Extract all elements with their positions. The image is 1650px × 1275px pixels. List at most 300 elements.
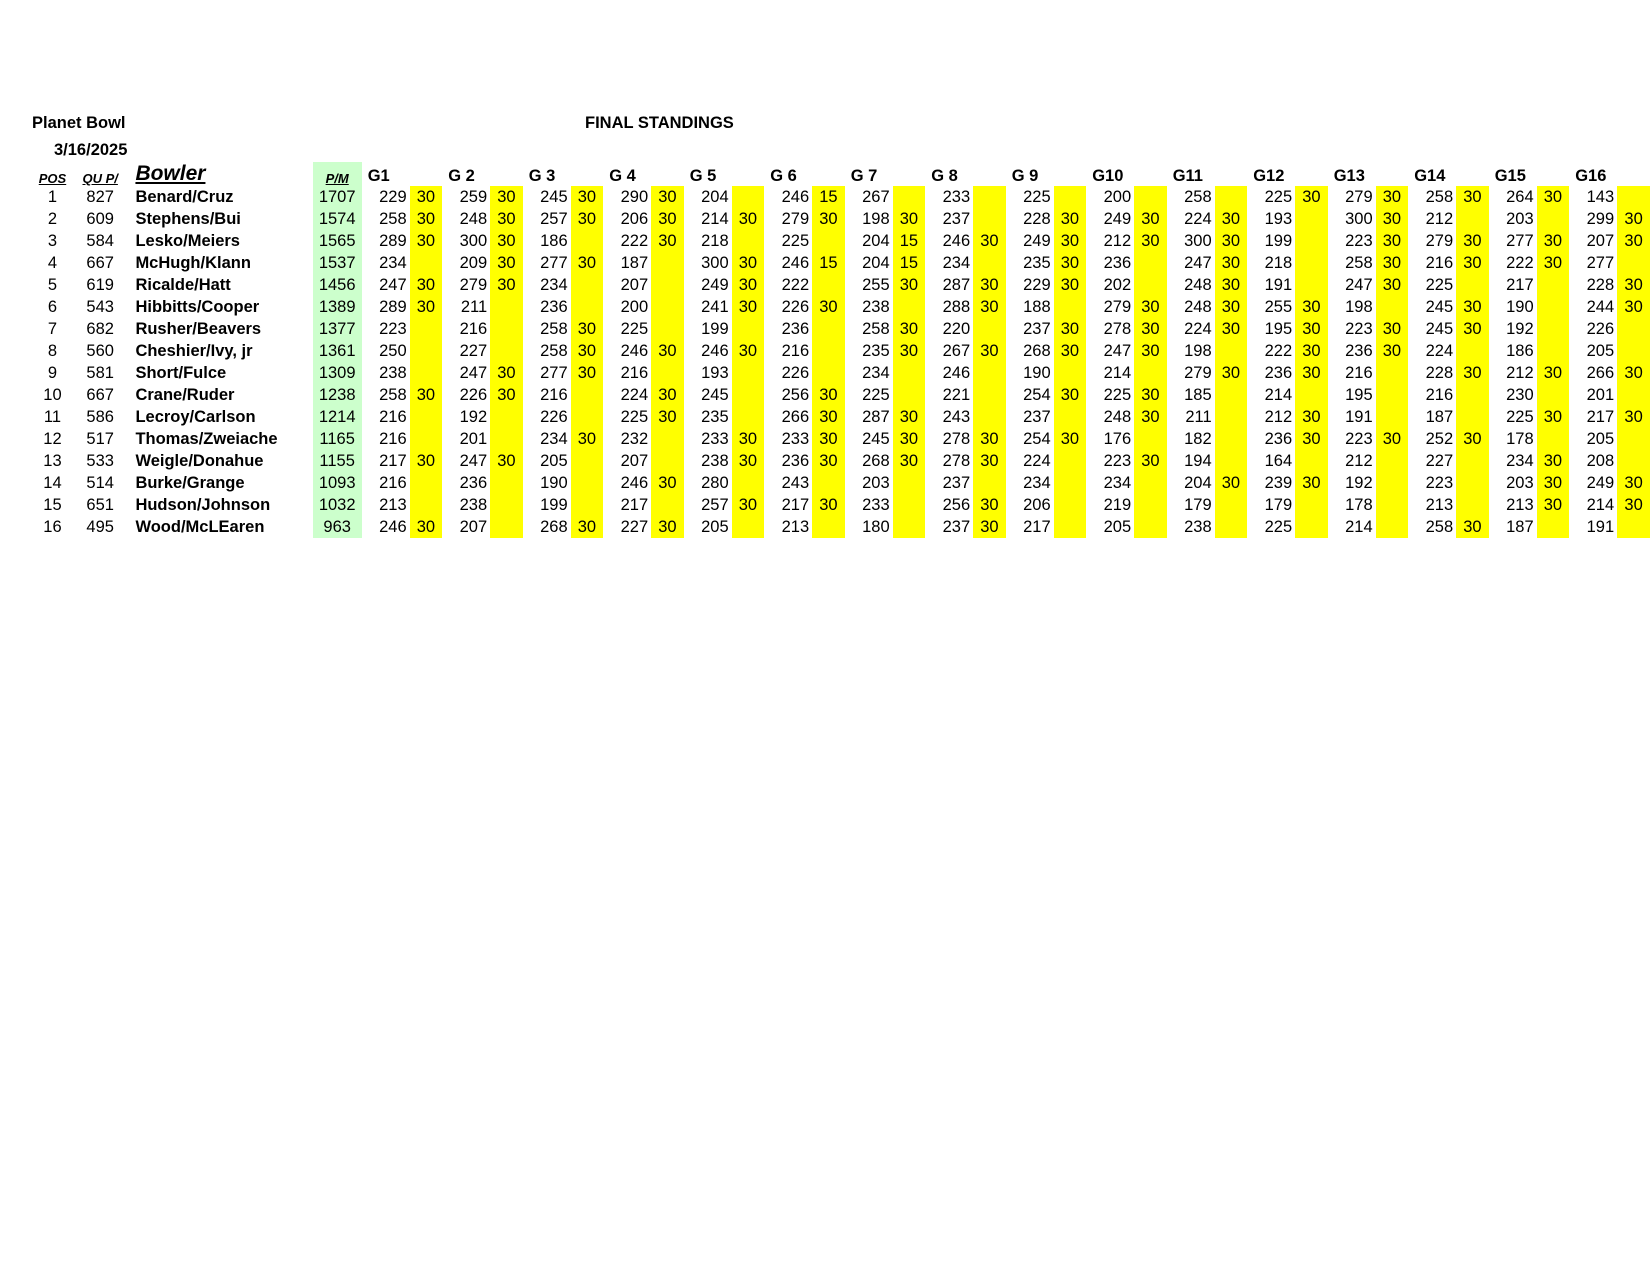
game-score-cell: 226 bbox=[540, 407, 568, 426]
bonus-cell: 30 bbox=[973, 296, 1006, 318]
pm-cell: 1377 bbox=[313, 318, 362, 340]
game-score-cell: 214 bbox=[1345, 517, 1373, 536]
bonus-cell bbox=[1617, 428, 1650, 450]
bonus-cell: 30 bbox=[812, 450, 845, 472]
bonus-cell bbox=[1537, 318, 1570, 340]
game-score-cell: 227 bbox=[620, 517, 649, 536]
bonus-cell bbox=[973, 252, 1006, 274]
game-score-cell: 277 bbox=[1506, 231, 1534, 250]
bowler-name-cell: Crane/Ruder bbox=[135, 385, 235, 404]
bonus-cell bbox=[410, 340, 443, 362]
bonus-cell bbox=[1617, 186, 1650, 208]
table-row bbox=[32, 340, 1650, 362]
bonus-cell: 30 bbox=[893, 274, 926, 296]
game-score-cell: 191 bbox=[1345, 407, 1373, 426]
game-score-cell: 211 bbox=[1185, 407, 1212, 426]
bonus-cell: 30 bbox=[732, 450, 765, 472]
game-score-cell: 257 bbox=[701, 495, 729, 514]
bonus-cell: 15 bbox=[812, 186, 845, 208]
bonus-cell bbox=[1456, 208, 1489, 230]
game-score-cell: 185 bbox=[1184, 385, 1212, 404]
game-score-cell: 287 bbox=[862, 407, 890, 426]
game-score-cell: 225 bbox=[1506, 407, 1534, 426]
game-score-cell: 204 bbox=[862, 231, 890, 250]
game-score-cell: 179 bbox=[1184, 495, 1212, 514]
bonus-cell: 30 bbox=[812, 384, 845, 406]
bonus-cell: 30 bbox=[1134, 318, 1167, 340]
game-score-cell: 289 bbox=[379, 297, 407, 316]
bonus-cell: 30 bbox=[893, 428, 926, 450]
spacer bbox=[305, 362, 312, 384]
game-score-cell: 202 bbox=[1103, 275, 1132, 294]
bonus-cell: 30 bbox=[1215, 230, 1248, 252]
position-cell: 4 bbox=[47, 253, 58, 272]
game-score-cell: 203 bbox=[1506, 473, 1534, 492]
bonus-cell bbox=[1215, 494, 1248, 516]
game-score-cell: 214 bbox=[1103, 363, 1132, 382]
bonus-cell bbox=[571, 472, 604, 494]
bonus-cell bbox=[1376, 296, 1409, 318]
bonus-cell: 30 bbox=[1134, 384, 1167, 406]
bonus-cell bbox=[1617, 252, 1650, 274]
bowler-name-cell: Weigle/Donahue bbox=[135, 451, 264, 470]
game-score-cell: 187 bbox=[1425, 407, 1454, 426]
bonus-cell: 15 bbox=[893, 230, 926, 252]
bonus-cell bbox=[1295, 274, 1328, 296]
game-score-cell: 180 bbox=[862, 517, 890, 536]
game-score-cell: 287 bbox=[942, 275, 971, 294]
qualifying-cell: 667 bbox=[86, 385, 114, 404]
game-score-cell: 205 bbox=[701, 517, 729, 536]
bonus-cell: 30 bbox=[1456, 428, 1489, 450]
bonus-cell: 30 bbox=[410, 230, 443, 252]
qualifying-cell: 533 bbox=[86, 451, 114, 470]
game-score-cell: 236 bbox=[540, 297, 568, 316]
bonus-cell: 30 bbox=[732, 340, 765, 362]
bonus-cell: 30 bbox=[1054, 318, 1087, 340]
game-score-cell: 143 bbox=[1586, 187, 1615, 206]
game-score-cell: 247 bbox=[1103, 341, 1132, 360]
bonus-cell bbox=[1215, 428, 1248, 450]
game-score-cell: 195 bbox=[1345, 385, 1373, 404]
pm-cell: 1537 bbox=[313, 252, 362, 274]
bonus-cell: 30 bbox=[893, 406, 926, 428]
game-score-cell: 199 bbox=[540, 495, 568, 514]
bonus-cell bbox=[732, 318, 765, 340]
game-score-cell: 212 bbox=[1425, 209, 1454, 228]
bonus-cell bbox=[651, 362, 684, 384]
game-score-cell: 241 bbox=[701, 297, 729, 316]
game-score-cell: 279 bbox=[1103, 297, 1132, 316]
game-score-cell: 193 bbox=[1264, 209, 1293, 228]
bonus-cell: 30 bbox=[410, 274, 443, 296]
bonus-cell bbox=[1295, 516, 1328, 538]
qualifying-cell: 560 bbox=[86, 341, 114, 360]
game-score-cell: 277 bbox=[540, 363, 568, 382]
game-score-cell: 237 bbox=[1023, 407, 1051, 426]
game-score-cell: 235 bbox=[701, 407, 729, 426]
game-score-cell: 224 bbox=[1184, 209, 1212, 228]
game-score-cell: 234 bbox=[1506, 451, 1534, 470]
game-score-cell: 237 bbox=[942, 209, 971, 228]
bonus-cell bbox=[893, 384, 926, 406]
bonus-cell bbox=[1215, 450, 1248, 472]
bonus-cell bbox=[893, 362, 926, 384]
game-score-cell: 236 bbox=[1345, 341, 1373, 360]
spacer bbox=[305, 472, 312, 494]
game-score-cell: 267 bbox=[862, 187, 890, 206]
venue-name: Planet Bowl bbox=[32, 114, 126, 132]
bonus-cell bbox=[490, 340, 523, 362]
pm-cell: 1165 bbox=[313, 428, 362, 450]
position-cell: 6 bbox=[47, 297, 58, 316]
spacer bbox=[305, 296, 312, 318]
bonus-cell: 30 bbox=[1134, 340, 1167, 362]
game-score-cell: 225 bbox=[1264, 187, 1293, 206]
game-score-cell: 193 bbox=[701, 363, 729, 382]
game-score-cell: 250 bbox=[379, 341, 407, 360]
bonus-cell bbox=[1054, 450, 1087, 472]
game-score-cell: 279 bbox=[781, 209, 810, 228]
spacer bbox=[305, 162, 312, 186]
game-score-cell: 208 bbox=[1586, 451, 1615, 470]
position-cell: 1 bbox=[47, 187, 58, 206]
game-score-cell: 187 bbox=[620, 253, 649, 272]
game-score-cell: 204 bbox=[701, 187, 729, 206]
game-score-cell: 249 bbox=[1586, 473, 1615, 492]
bonus-cell bbox=[1617, 384, 1650, 406]
bonus-cell bbox=[893, 472, 926, 494]
game-score-cell: 228 bbox=[1023, 209, 1051, 228]
pm-cell: 1238 bbox=[313, 384, 362, 406]
game-score-cell: 279 bbox=[1184, 363, 1212, 382]
qualifying-cell: 581 bbox=[86, 363, 114, 382]
bonus-cell: 30 bbox=[1537, 252, 1570, 274]
game-score-cell: 248 bbox=[1184, 275, 1212, 294]
position-cell: 7 bbox=[47, 319, 58, 338]
game-score-cell: 280 bbox=[701, 473, 729, 492]
bonus-cell bbox=[1456, 340, 1489, 362]
game-score-cell: 277 bbox=[1586, 253, 1615, 272]
bonus-cell: 30 bbox=[732, 494, 765, 516]
bonus-cell bbox=[1054, 494, 1087, 516]
bonus-cell bbox=[410, 472, 443, 494]
bonus-cell bbox=[973, 208, 1006, 230]
pm-cell: 1032 bbox=[313, 494, 362, 516]
bonus-cell bbox=[1537, 516, 1570, 538]
position-cell: 10 bbox=[43, 385, 62, 404]
game-score-cell: 248 bbox=[1103, 407, 1132, 426]
game-score-cell: 234 bbox=[540, 429, 568, 448]
bonus-cell bbox=[1456, 450, 1489, 472]
bonus-cell bbox=[410, 318, 443, 340]
bonus-cell bbox=[812, 472, 845, 494]
game-score-cell: 268 bbox=[540, 517, 568, 536]
game-header: G 3 bbox=[528, 167, 556, 185]
game-score-cell: 245 bbox=[701, 385, 729, 404]
bonus-cell: 30 bbox=[1537, 450, 1570, 472]
game-score-cell: 268 bbox=[862, 451, 890, 470]
bonus-cell: 30 bbox=[490, 450, 523, 472]
game-score-cell: 236 bbox=[459, 473, 488, 492]
bonus-cell: 30 bbox=[1537, 472, 1570, 494]
pm-cell: 1155 bbox=[313, 450, 362, 472]
game-score-cell: 216 bbox=[620, 363, 649, 382]
bonus-cell bbox=[1134, 516, 1167, 538]
game-score-cell: 239 bbox=[1264, 473, 1293, 492]
bonus-cell bbox=[893, 494, 926, 516]
bonus-cell: 30 bbox=[410, 516, 443, 538]
game-score-cell: 232 bbox=[620, 429, 649, 448]
game-score-cell: 220 bbox=[942, 319, 971, 338]
bonus-cell: 30 bbox=[651, 406, 684, 428]
game-score-cell: 223 bbox=[379, 319, 407, 338]
bonus-cell: 30 bbox=[1134, 450, 1167, 472]
position-cell: 13 bbox=[43, 451, 62, 470]
bonus-cell bbox=[1134, 252, 1167, 274]
game-score-cell: 247 bbox=[379, 275, 407, 294]
game-score-cell: 212 bbox=[1264, 407, 1293, 426]
game-score-cell: 216 bbox=[1425, 385, 1454, 404]
bonus-cell bbox=[973, 186, 1006, 208]
qualifying-cell: 651 bbox=[86, 495, 114, 514]
game-score-cell: 207 bbox=[620, 451, 649, 470]
game-score-cell: 179 bbox=[1264, 495, 1293, 514]
bonus-cell bbox=[1617, 450, 1650, 472]
game-header: G 8 bbox=[931, 167, 958, 185]
game-score-cell: 205 bbox=[1586, 341, 1615, 360]
bonus-cell bbox=[732, 362, 765, 384]
bonus-cell: 30 bbox=[812, 296, 845, 318]
bonus-cell: 30 bbox=[1617, 406, 1650, 428]
bonus-cell bbox=[490, 318, 523, 340]
bonus-cell: 30 bbox=[732, 296, 765, 318]
bonus-cell: 30 bbox=[1376, 340, 1409, 362]
bonus-cell bbox=[1456, 494, 1489, 516]
bonus-cell: 30 bbox=[1376, 318, 1409, 340]
game-score-cell: 228 bbox=[1586, 275, 1615, 294]
bowler-name-cell: Ricalde/Hatt bbox=[135, 275, 231, 294]
game-score-cell: 288 bbox=[942, 297, 971, 316]
game-score-cell: 258 bbox=[379, 385, 407, 404]
game-score-cell: 258 bbox=[540, 319, 568, 338]
bonus-cell: 30 bbox=[490, 274, 523, 296]
game-score-cell: 225 bbox=[1023, 187, 1051, 206]
bonus-cell: 30 bbox=[1456, 230, 1489, 252]
game-score-cell: 236 bbox=[1264, 429, 1293, 448]
game-score-cell: 234 bbox=[942, 253, 971, 272]
header-row bbox=[32, 162, 1650, 186]
bonus-cell bbox=[1295, 230, 1328, 252]
bonus-cell: 30 bbox=[571, 252, 604, 274]
bonus-cell: 30 bbox=[1054, 208, 1087, 230]
bonus-cell: 30 bbox=[1215, 472, 1248, 494]
game-score-cell: 205 bbox=[1103, 517, 1132, 536]
game-score-cell: 217 bbox=[1586, 407, 1615, 426]
bonus-cell bbox=[490, 472, 523, 494]
bonus-cell: 30 bbox=[973, 274, 1006, 296]
bonus-cell: 30 bbox=[1054, 340, 1087, 362]
game-score-cell: 223 bbox=[1345, 231, 1373, 250]
game-score-cell: 216 bbox=[1425, 253, 1454, 272]
position-cell: 8 bbox=[47, 341, 58, 360]
game-score-cell: 279 bbox=[1425, 231, 1454, 250]
bonus-cell bbox=[1134, 274, 1167, 296]
bonus-cell: 30 bbox=[1295, 406, 1328, 428]
table-row bbox=[32, 186, 1650, 208]
bonus-cell: 30 bbox=[1295, 362, 1328, 384]
bonus-cell bbox=[1054, 516, 1087, 538]
bonus-cell: 30 bbox=[1376, 208, 1409, 230]
bonus-cell bbox=[973, 472, 1006, 494]
game-score-cell: 190 bbox=[540, 473, 568, 492]
bonus-cell: 30 bbox=[893, 208, 926, 230]
bonus-cell bbox=[571, 406, 604, 428]
bonus-cell: 30 bbox=[1295, 340, 1328, 362]
bonus-cell: 30 bbox=[490, 252, 523, 274]
game-score-cell: 225 bbox=[1425, 275, 1454, 294]
bonus-cell bbox=[1215, 516, 1248, 538]
qualifying-cell: 619 bbox=[86, 275, 114, 294]
bonus-cell bbox=[490, 428, 523, 450]
game-score-cell: 236 bbox=[781, 451, 810, 470]
game-score-cell: 278 bbox=[942, 451, 971, 470]
game-score-cell: 258 bbox=[379, 209, 407, 228]
bowler-header: Bowler bbox=[135, 162, 206, 185]
table-row bbox=[32, 428, 1650, 450]
game-score-cell: 218 bbox=[701, 231, 729, 250]
bonus-cell: 30 bbox=[893, 340, 926, 362]
game-score-cell: 225 bbox=[620, 407, 649, 426]
bonus-cell: 30 bbox=[1617, 362, 1650, 384]
bonus-cell bbox=[1376, 406, 1409, 428]
bowler-name-cell: Lesko/Meiers bbox=[135, 231, 240, 250]
spacer bbox=[305, 428, 312, 450]
game-score-cell: 300 bbox=[701, 253, 729, 272]
game-score-cell: 228 bbox=[1425, 363, 1454, 382]
game-header: G12 bbox=[1253, 167, 1285, 185]
game-score-cell: 259 bbox=[459, 187, 488, 206]
game-score-cell: 212 bbox=[1506, 363, 1534, 382]
bonus-cell: 30 bbox=[490, 186, 523, 208]
game-header: G1 bbox=[367, 167, 390, 185]
bonus-cell: 30 bbox=[1456, 186, 1489, 208]
bonus-cell: 30 bbox=[651, 208, 684, 230]
bonus-cell bbox=[893, 296, 926, 318]
bonus-cell bbox=[732, 384, 765, 406]
game-score-cell: 192 bbox=[1345, 473, 1373, 492]
bowler-name-cell: Wood/McLEaren bbox=[135, 517, 265, 536]
bonus-cell bbox=[812, 340, 845, 362]
game-score-cell: 238 bbox=[862, 297, 890, 316]
bonus-cell: 30 bbox=[651, 472, 684, 494]
bonus-cell bbox=[1134, 472, 1167, 494]
bonus-cell bbox=[1134, 494, 1167, 516]
bonus-cell: 30 bbox=[490, 230, 523, 252]
bonus-cell: 30 bbox=[1215, 318, 1248, 340]
game-score-cell: 205 bbox=[540, 451, 568, 470]
pm-cell: 1361 bbox=[313, 340, 362, 362]
game-score-cell: 233 bbox=[862, 495, 890, 514]
game-score-cell: 255 bbox=[1264, 297, 1293, 316]
bonus-cell bbox=[571, 296, 604, 318]
game-score-cell: 203 bbox=[1506, 209, 1534, 228]
game-score-cell: 278 bbox=[1103, 319, 1132, 338]
game-score-cell: 213 bbox=[1425, 495, 1454, 514]
bonus-cell bbox=[973, 318, 1006, 340]
bonus-cell: 30 bbox=[571, 428, 604, 450]
game-score-cell: 237 bbox=[942, 517, 971, 536]
bonus-cell bbox=[490, 494, 523, 516]
bonus-cell: 30 bbox=[812, 494, 845, 516]
qualifying-cell: 543 bbox=[86, 297, 114, 316]
spacer bbox=[305, 186, 312, 208]
game-score-cell: 247 bbox=[1184, 253, 1212, 272]
bonus-cell bbox=[571, 494, 604, 516]
bonus-cell: 30 bbox=[732, 428, 765, 450]
spacer bbox=[305, 384, 312, 406]
bowler-name-cell: Lecroy/Carlson bbox=[135, 407, 256, 426]
game-score-cell: 258 bbox=[1425, 187, 1454, 206]
bonus-cell bbox=[812, 516, 845, 538]
bonus-cell: 30 bbox=[651, 516, 684, 538]
bonus-cell bbox=[490, 516, 523, 538]
game-score-cell: 299 bbox=[1586, 209, 1615, 228]
bonus-cell: 30 bbox=[893, 318, 926, 340]
bonus-cell: 30 bbox=[1054, 252, 1087, 274]
game-score-cell: 279 bbox=[459, 275, 488, 294]
bonus-cell: 30 bbox=[1617, 230, 1650, 252]
game-score-cell: 225 bbox=[620, 319, 649, 338]
game-score-cell: 236 bbox=[1264, 363, 1293, 382]
game-header: G11 bbox=[1172, 167, 1203, 185]
game-score-cell: 186 bbox=[540, 231, 568, 250]
game-score-cell: 225 bbox=[781, 231, 810, 250]
event-date: 3/16/2025 bbox=[54, 141, 128, 159]
game-header: G13 bbox=[1333, 167, 1365, 185]
bonus-cell: 30 bbox=[1456, 516, 1489, 538]
standings-table bbox=[32, 162, 1650, 538]
game-score-cell: 246 bbox=[781, 253, 810, 272]
game-score-cell: 258 bbox=[1425, 517, 1454, 536]
bonus-cell: 15 bbox=[893, 252, 926, 274]
bonus-cell bbox=[1376, 362, 1409, 384]
game-score-cell: 225 bbox=[1103, 385, 1132, 404]
position-cell: 5 bbox=[47, 275, 58, 294]
position-cell: 15 bbox=[43, 495, 62, 514]
table-row bbox=[32, 230, 1650, 252]
position-cell: 16 bbox=[43, 517, 62, 536]
bonus-cell bbox=[651, 252, 684, 274]
pm-cell: 1309 bbox=[313, 362, 362, 384]
table-row bbox=[32, 252, 1650, 274]
table-row bbox=[32, 318, 1650, 340]
bonus-cell bbox=[812, 274, 845, 296]
qu-header: QU P/ bbox=[82, 171, 118, 186]
table-row bbox=[32, 494, 1650, 516]
game-score-cell: 212 bbox=[1103, 231, 1132, 250]
game-score-cell: 256 bbox=[942, 495, 971, 514]
spacer bbox=[305, 230, 312, 252]
bonus-cell bbox=[1215, 406, 1248, 428]
bonus-cell: 30 bbox=[973, 230, 1006, 252]
game-score-cell: 234 bbox=[540, 275, 568, 294]
bonus-cell bbox=[1537, 296, 1570, 318]
game-score-cell: 198 bbox=[1184, 341, 1212, 360]
game-score-cell: 245 bbox=[1425, 297, 1454, 316]
table-row bbox=[32, 274, 1650, 296]
game-score-cell: 176 bbox=[1103, 429, 1132, 448]
